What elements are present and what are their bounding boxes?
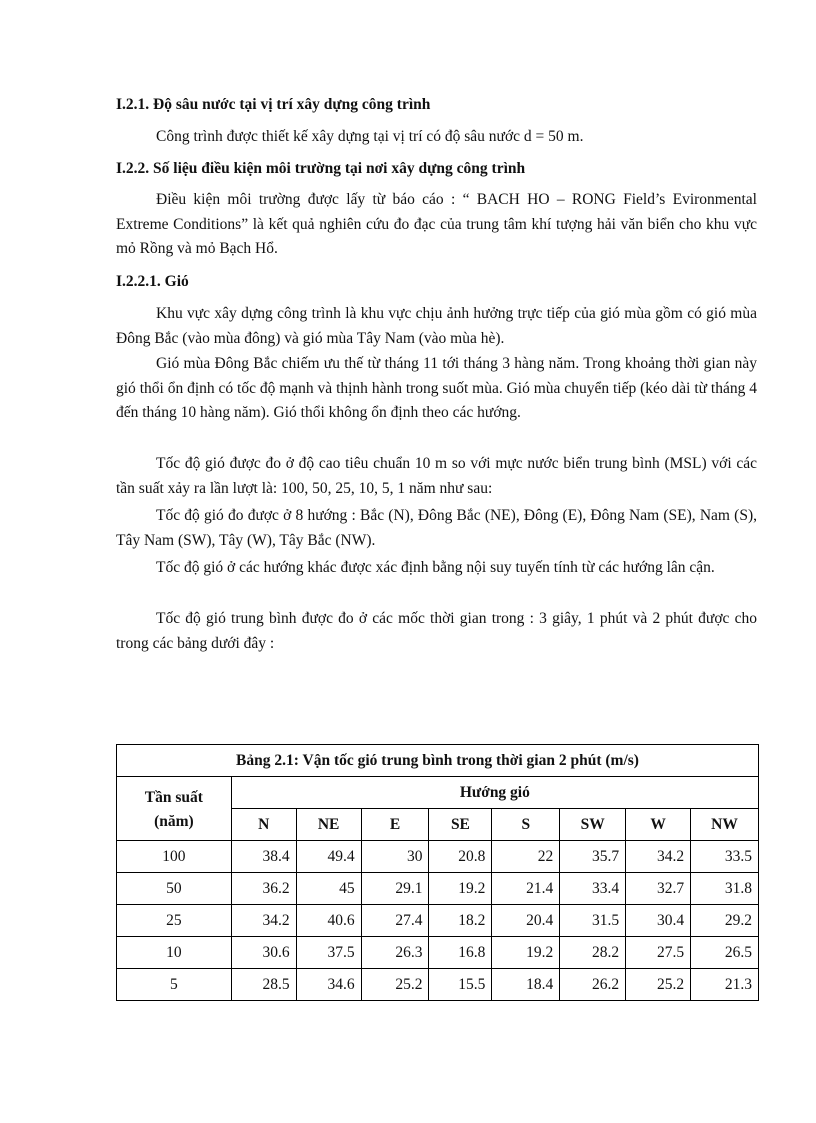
- speed-cell-ne: 40.6: [296, 905, 361, 937]
- speed-cell-s: 21.4: [492, 873, 560, 905]
- paragraph-wind-average: Tốc độ gió trung bình được đo ở các mốc thời gian trong : 3 giây, 1 phút và 2 phút được cho trong các bảng dưới đây :: [116, 610, 757, 652]
- table-caption-row: [117, 745, 759, 777]
- speed-cell-w: 27.5: [626, 937, 691, 969]
- speed-cell-ne: 49.4: [296, 841, 361, 873]
- speed-cell-nw: 21.3: [691, 969, 759, 1001]
- table-body: [117, 841, 759, 1001]
- speed-cell-sw: 31.5: [560, 905, 626, 937]
- speed-cell-n: 36.2: [231, 873, 296, 905]
- speed-cell-n: 38.4: [231, 841, 296, 873]
- frequency-header-unit: (năm): [154, 812, 194, 830]
- frequency-cell: 100: [117, 841, 232, 873]
- speed-cell-s: 22: [492, 841, 560, 873]
- paragraph-wind-northeast: Gió mùa Đông Bắc chiếm ưu thế từ tháng 11 tới tháng 3 hàng năm. Trong khoảng thời gian này gió thổi ổn định có tốc độ mạnh và thịnh hành trong suốt mùa. Gió mùa chuyển tiếp (kéo dài từ tháng 4 đến tháng 10 hàng năm). Gió thổi không ổn định theo các hướng.: [116, 355, 757, 421]
- table-row: [117, 905, 759, 937]
- direction-nw: NW: [691, 809, 759, 841]
- speed-cell-n: 34.2: [231, 905, 296, 937]
- section-title-1-2-2: I.2.2. Số liệu điều kiện môi trường tại nơi xây dựng công trình: [116, 160, 526, 177]
- speed-cell-s: 18.4: [492, 969, 560, 1001]
- paragraph-water-depth: Công trình được thiết kế xây dựng tại vị trí có độ sâu nước d = 50 m.: [156, 128, 584, 145]
- speed-cell-e: 27.4: [361, 905, 429, 937]
- direction-se: SE: [429, 809, 492, 841]
- section-title-1-2-2-1: I.2.2.1. Gió: [116, 273, 189, 290]
- direction-ne: NE: [296, 809, 361, 841]
- section-title-1-2-1: I.2.1. Độ sâu nước tại vị trí xây dựng công trình: [116, 96, 431, 113]
- speed-cell-se: 18.2: [429, 905, 492, 937]
- speed-cell-sw: 26.2: [560, 969, 626, 1001]
- direction-header: Hướng gió: [231, 777, 758, 809]
- speed-cell-sw: 28.2: [560, 937, 626, 969]
- speed-cell-e: 30: [361, 841, 429, 873]
- speed-cell-sw: 33.4: [560, 873, 626, 905]
- direction-e: E: [361, 809, 429, 841]
- table-row: [117, 873, 759, 905]
- direction-s: S: [492, 809, 560, 841]
- speed-cell-nw: 29.2: [691, 905, 759, 937]
- frequency-cell: 5: [117, 969, 232, 1001]
- speed-cell-w: 30.4: [626, 905, 691, 937]
- speed-cell-ne: 34.6: [296, 969, 361, 1001]
- speed-cell-e: 26.3: [361, 937, 429, 969]
- direction-w: W: [626, 809, 691, 841]
- frequency-header: [117, 777, 232, 841]
- direction-n: N: [231, 809, 296, 841]
- frequency-cell: 10: [117, 937, 232, 969]
- speed-cell-se: 16.8: [429, 937, 492, 969]
- speed-cell-n: 30.6: [231, 937, 296, 969]
- paragraph-wind-monsoon: Khu vực xây dựng công trình là khu vực chịu ảnh hưởng trực tiếp của gió mùa gồm có gió mùa Đông Bắc (vào mùa đông) và gió mùa Tây Nam (vào mùa hè).: [116, 305, 757, 347]
- speed-cell-w: 34.2: [626, 841, 691, 873]
- table-row: [117, 937, 759, 969]
- table-row: [117, 969, 759, 1001]
- speed-cell-sw: 35.7: [560, 841, 626, 873]
- speed-cell-ne: 45: [296, 873, 361, 905]
- paragraph-environment-source: Điều kiện môi trường được lấy từ báo cáo : “ BACH HO – RONG Field’s Evironmental Extreme Conditions” là kết quả nghiên cứu đo đạc của trung tâm khí tượng hải văn biển cho khu vực mỏ Rồng và mỏ Bạch Hổ.: [116, 191, 757, 257]
- wind-speed-table: [116, 744, 759, 1001]
- table-header-row: [117, 777, 759, 809]
- speed-cell-w: 32.7: [626, 873, 691, 905]
- speed-cell-se: 15.5: [429, 969, 492, 1001]
- speed-cell-e: 29.1: [361, 873, 429, 905]
- frequency-cell: 50: [117, 873, 232, 905]
- speed-cell-nw: 26.5: [691, 937, 759, 969]
- speed-cell-se: 20.8: [429, 841, 492, 873]
- speed-cell-s: 20.4: [492, 905, 560, 937]
- frequency-cell: 25: [117, 905, 232, 937]
- paragraph-wind-measurement: Tốc độ gió được đo ở độ cao tiêu chuẩn 10 m so với mực nước biển trung bình (MSL) với các tần suất xảy ra lần lượt là: 100, 50, 25, 10, 5, 1 năm như sau:: [116, 455, 757, 497]
- speed-cell-nw: 33.5: [691, 841, 759, 873]
- speed-cell-s: 19.2: [492, 937, 560, 969]
- table-caption: Bảng 2.1: Vận tốc gió trung bình trong thời gian 2 phút (m/s): [117, 745, 759, 777]
- table-row: [117, 841, 759, 873]
- speed-cell-e: 25.2: [361, 969, 429, 1001]
- paragraph-wind-interpolation: Tốc độ gió ở các hướng khác được xác định bằng nội suy tuyến tính từ các hướng lân cận.: [156, 559, 715, 576]
- speed-cell-n: 28.5: [231, 969, 296, 1001]
- speed-cell-w: 25.2: [626, 969, 691, 1001]
- direction-sw: SW: [560, 809, 626, 841]
- speed-cell-nw: 31.8: [691, 873, 759, 905]
- speed-cell-se: 19.2: [429, 873, 492, 905]
- speed-cell-ne: 37.5: [296, 937, 361, 969]
- frequency-header-label: Tần suất: [144, 788, 203, 806]
- paragraph-wind-directions: Tốc độ gió đo được ở 8 hướng : Bắc (N), Đông Bắc (NE), Đông (E), Đông Nam (SE), Nam (S), Tây Nam (SW), Tây (W), Tây Bắc (NW).: [116, 507, 757, 549]
